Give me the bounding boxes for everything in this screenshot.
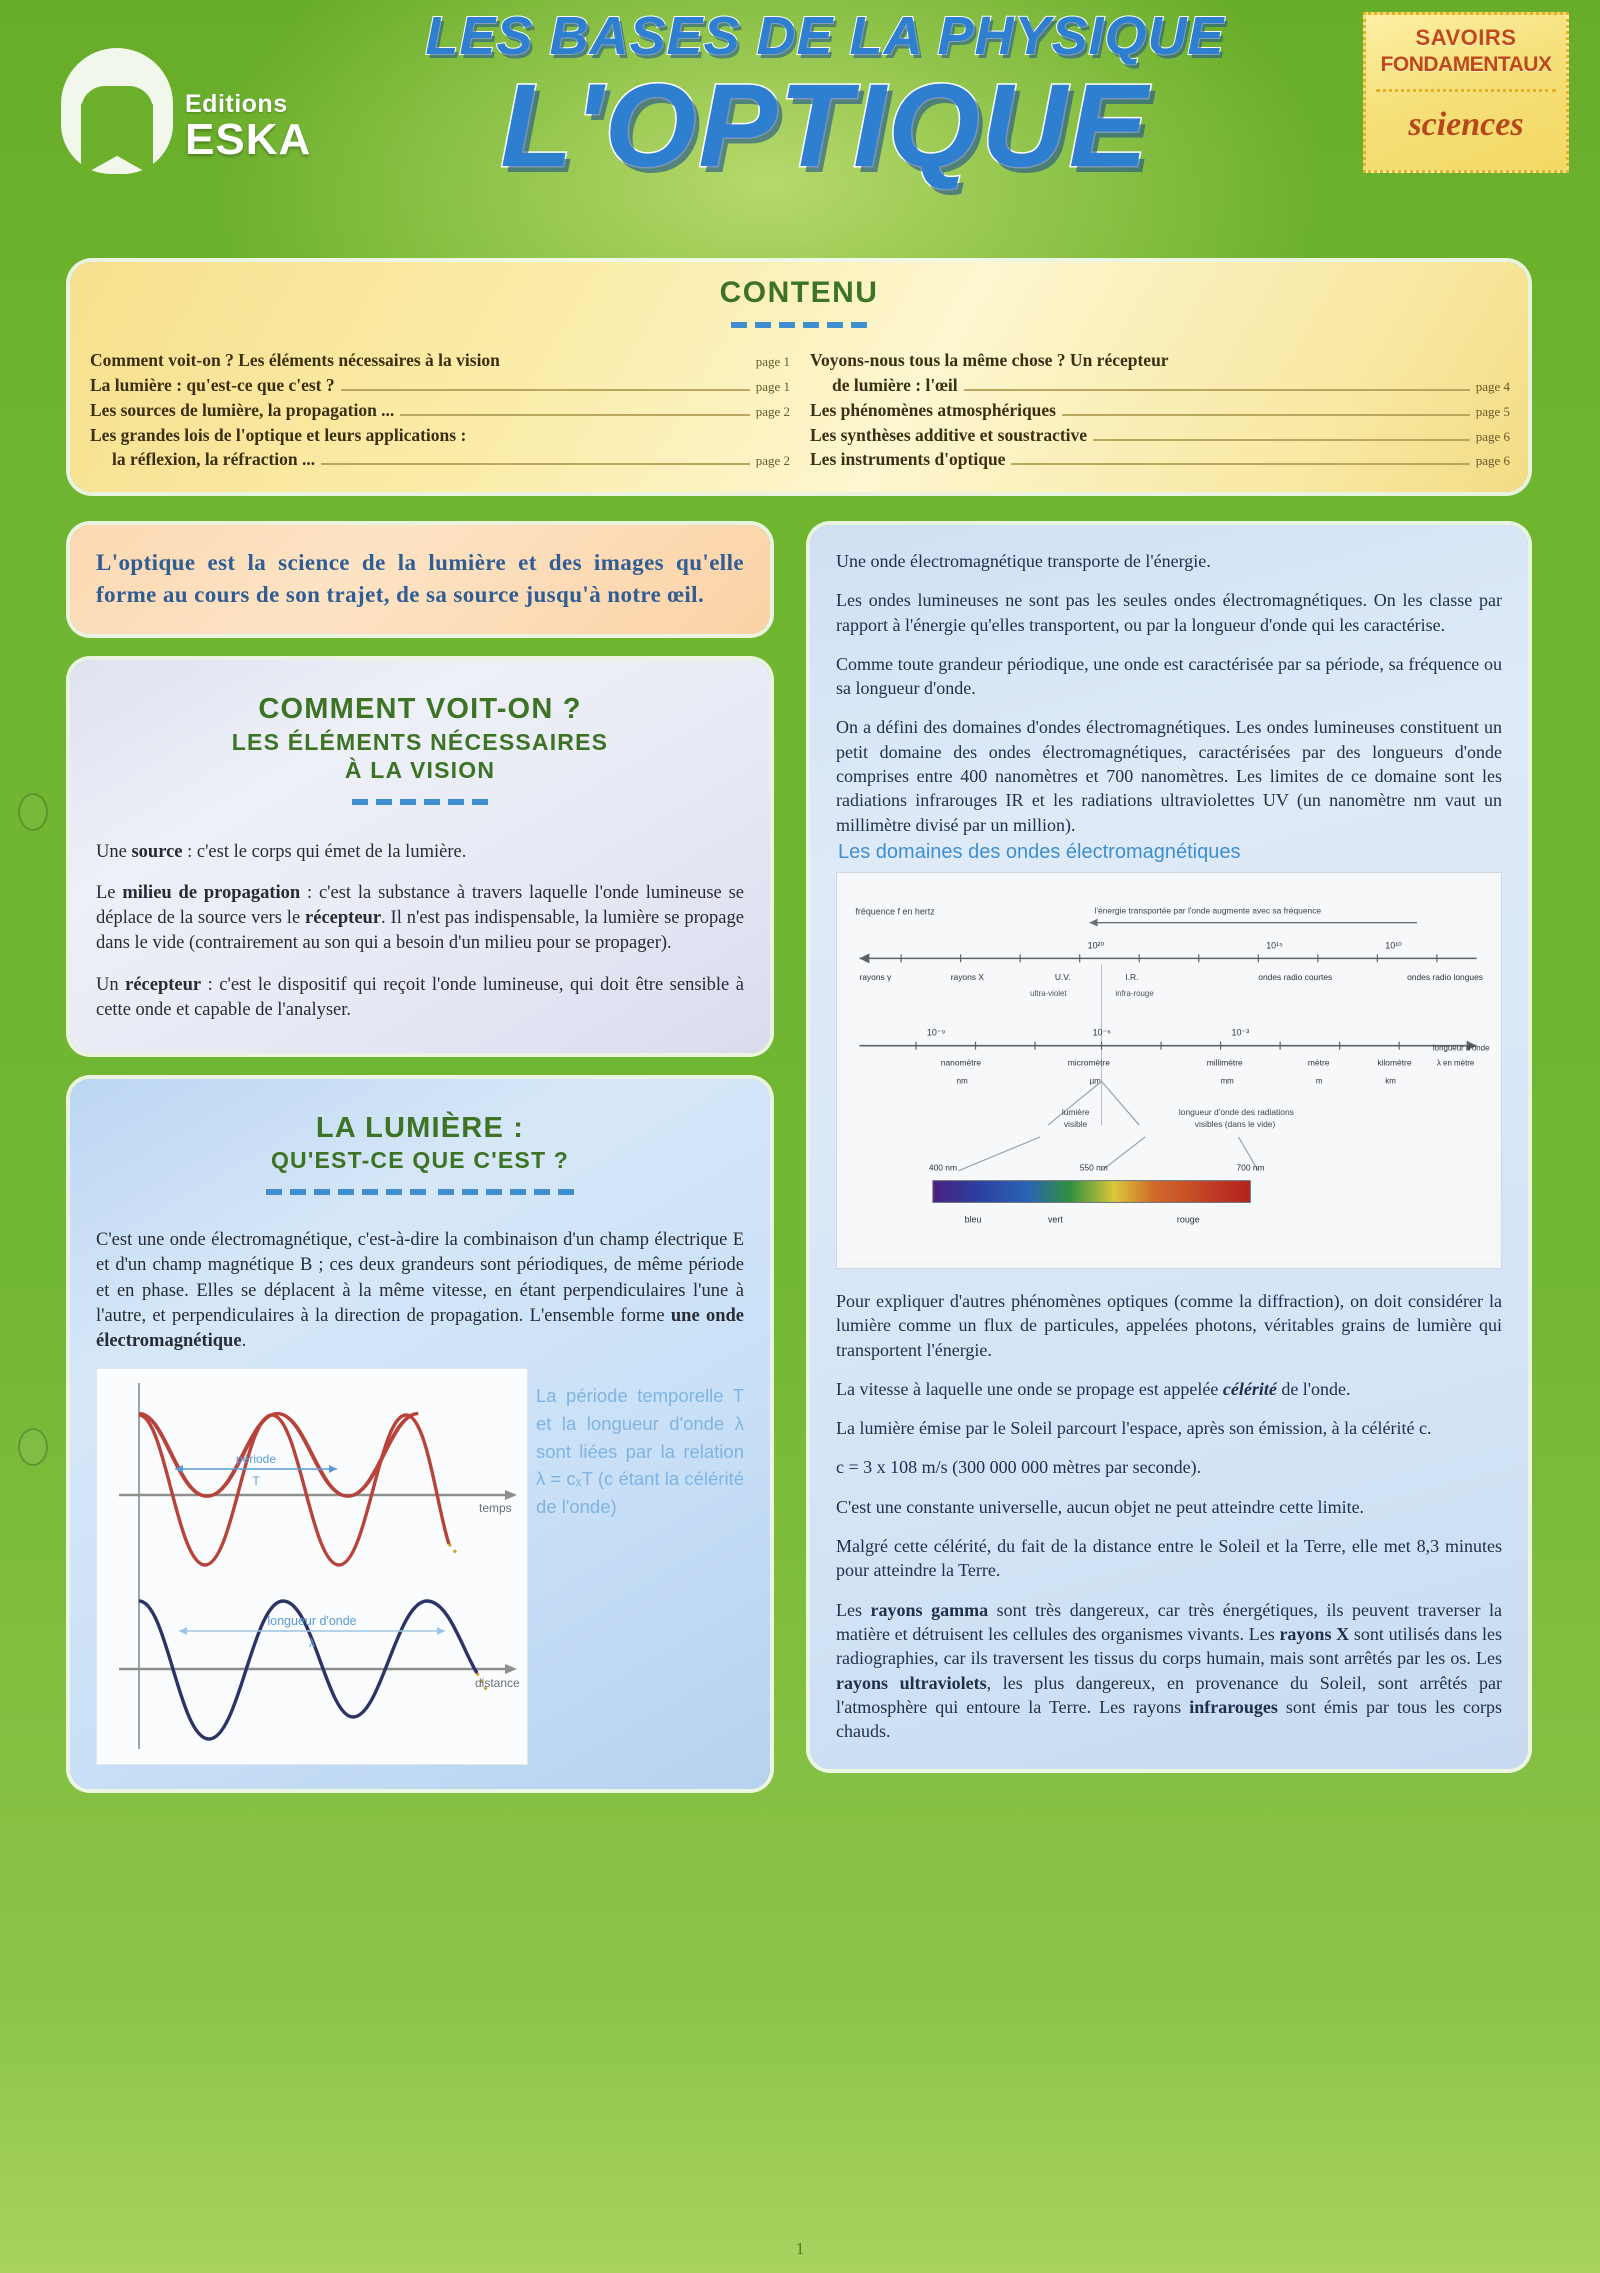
publisher-logo bbox=[55, 42, 312, 172]
svg-text:temps: temps bbox=[479, 1501, 512, 1516]
toc-page-number: page 2 bbox=[755, 403, 790, 419]
toc-entry-label: la réflexion, la réfraction ... bbox=[112, 449, 316, 470]
toc-entry-label: La lumière : qu'est-ce que c'est ? bbox=[90, 374, 335, 395]
paragraph: Un récepteur : c'est le dispositif qui reçoit l'onde lumineuse, qui doit être sensible à cette onde et capable de l'analyser. bbox=[96, 974, 744, 1020]
svg-text:ultra-violet: ultra-violet bbox=[1030, 989, 1067, 999]
svg-text:période: période bbox=[235, 1452, 277, 1467]
toc-entry[interactable] bbox=[810, 447, 1510, 472]
toc-leader bbox=[400, 414, 749, 416]
section-lumiere-body bbox=[96, 1228, 744, 1354]
paragraph: Le milieu de propagation : c'est la substance à travers laquelle l'onde lumineuse se déplace de la source vers le récepteur. Il n'est pas indispensable, la lumière se propage dans le vide (contrairement au son qui a besoin d'un milieu pour se propager). bbox=[96, 883, 745, 954]
toc-leader bbox=[964, 389, 1470, 391]
wave-chart-svg bbox=[97, 1369, 527, 1764]
toc-leader bbox=[321, 463, 750, 465]
toc-page-number: page 6 bbox=[1475, 428, 1510, 444]
toc-entry[interactable] bbox=[810, 373, 1510, 398]
intro-card bbox=[70, 525, 770, 634]
toc-entry[interactable] bbox=[810, 398, 1510, 423]
toc-entry[interactable] bbox=[90, 348, 790, 373]
paragraph: Comme toute grandeur périodique, une onde est caractérisée par sa période, sa fréquence ou sa longueur d'onde. bbox=[836, 653, 1502, 699]
svg-text:10⁻⁹: 10⁻⁹ bbox=[926, 1027, 946, 1038]
paragraph: La vitesse à laquelle une onde se propage est appelée célérité de l'onde. bbox=[836, 1378, 1351, 1399]
right-column bbox=[810, 525, 1528, 1795]
section-vision-heading bbox=[96, 692, 744, 783]
toc-page-number: page 1 bbox=[755, 378, 790, 394]
toc-entry[interactable] bbox=[90, 398, 790, 423]
em-spectrum-figure bbox=[836, 872, 1502, 1269]
contenu-heading-text: CONTENU bbox=[719, 276, 879, 309]
section-vision-heading-line2: LES ÉLÉMENTS NÉCESSAIRES bbox=[231, 728, 609, 755]
publisher-name-label: ESKA bbox=[185, 115, 312, 164]
heading-dash-rule bbox=[70, 315, 1528, 333]
right-paragraphs-bottom bbox=[836, 1289, 1502, 1743]
svg-text:bleu: bleu bbox=[964, 1214, 982, 1225]
paragraph: C'est une constante universelle, aucun objet ne peut atteindre cette limite. bbox=[836, 1496, 1365, 1517]
svg-text:λ: λ bbox=[309, 1636, 315, 1651]
svg-text:rayons X: rayons X bbox=[950, 972, 984, 983]
section-lumiere-heading-line1: LA LUMIÈRE : bbox=[315, 1111, 525, 1144]
toc-entry[interactable] bbox=[90, 423, 790, 448]
svg-text:micromètre: micromètre bbox=[1067, 1057, 1110, 1068]
svg-text:µm: µm bbox=[1089, 1076, 1101, 1086]
section-lumiere-dash-rule bbox=[96, 1182, 744, 1200]
section-lumiere-heading-line2: QU'EST-CE QUE C'EST ? bbox=[270, 1147, 570, 1174]
svg-text:km: km bbox=[1385, 1076, 1396, 1086]
wave-figure bbox=[96, 1368, 528, 1765]
section-vision-heading-line3: À LA VISION bbox=[344, 756, 496, 783]
svg-text:vert: vert bbox=[1047, 1214, 1063, 1225]
em-spectrum-figure-title: Les domaines des ondes électromagnétiques bbox=[838, 840, 1241, 863]
section-lumiere-card bbox=[70, 1079, 770, 1789]
paragraph: La lumière émise par le Soleil parcourt l'espace, après son émission, à la célérité c. bbox=[836, 1418, 1432, 1439]
svg-text:longueur d'onde: longueur d'onde bbox=[267, 1614, 357, 1629]
svg-text:mètre: mètre bbox=[1307, 1057, 1330, 1068]
svg-text:400 nm: 400 nm bbox=[928, 1162, 957, 1173]
toc-entry[interactable] bbox=[90, 373, 790, 398]
toc-leader bbox=[1062, 414, 1470, 416]
section-vision-dash-rule bbox=[96, 792, 744, 810]
badge-line-3: sciences bbox=[1408, 106, 1524, 143]
intro-text: L'optique est la science de la lumière et des images qu'elle forme au cours de son trajet, de sa source jusqu'à notre œil. bbox=[96, 550, 744, 607]
svg-text:550 nm: 550 nm bbox=[1079, 1162, 1108, 1173]
status-badge bbox=[1363, 12, 1569, 173]
toc-entry-label: Les instruments d'optique bbox=[810, 449, 1006, 470]
toc-leader bbox=[1093, 439, 1470, 441]
paragraph: c = 3 x 108 m/s (300 000 000 mètres par seconde). bbox=[836, 1457, 1202, 1478]
wave-figure-row bbox=[96, 1368, 744, 1765]
paragraph: Les rayons gamma sont très dangereux, car très énergétiques, ils peuvent traverser la matière et détruisent les cellules des organismes vivants. Les rayons X sont utilisés dans les radiographies, car ils traversent les tissus du corps humain, mais sont arrêtés par les os. Les rayons ultraviolets, les plus dangereux, en provenance du Soleil, sont arrêtés par l'atmosphère qui entoure la Terre. Les rayons infrarouges sont émis par tous les corps chauds. bbox=[836, 1599, 1503, 1742]
section-lumiere-heading bbox=[96, 1111, 744, 1174]
toc-entry[interactable] bbox=[810, 348, 1510, 373]
svg-text:10¹⁵: 10¹⁵ bbox=[1266, 940, 1283, 951]
toc-column-right bbox=[810, 348, 1510, 472]
toc-entry-label: de lumière : l'œil bbox=[832, 374, 958, 395]
svg-text:millimètre: millimètre bbox=[1206, 1057, 1243, 1068]
svg-text:ondes radio longues: ondes radio longues bbox=[1407, 972, 1483, 983]
toc-entry-label: Les grandes lois de l'optique et leurs applications : bbox=[90, 424, 467, 445]
svg-text:rouge: rouge bbox=[1176, 1214, 1200, 1225]
svg-text:ondes radio courtes: ondes radio courtes bbox=[1258, 972, 1333, 983]
badge-line-2: FONDAMENTAUX bbox=[1380, 53, 1552, 76]
svg-text:distance: distance bbox=[475, 1676, 520, 1691]
toc-page-number: page 6 bbox=[1475, 453, 1510, 469]
left-column bbox=[70, 525, 770, 1815]
table-of-contents-panel bbox=[70, 262, 1528, 492]
toc-page-number: page 1 bbox=[755, 354, 790, 369]
svg-text:longueur d'onde: longueur d'onde bbox=[1432, 1043, 1490, 1053]
toc-entry[interactable] bbox=[90, 447, 790, 472]
svg-text:10⁻⁶: 10⁻⁶ bbox=[1092, 1027, 1111, 1038]
toc-entry[interactable] bbox=[810, 423, 1510, 448]
paragraph: On a défini des domaines d'ondes électromagnétiques. Les ondes lumineuses constituent un petit domaine des ondes électromagnétiques, caractérisées par des longueurs d'onde comprises entre 400 nanomètres et 700 nanomètres. Les limites de ce domaine sont les radiations infrarouges IR et les radiations ultraviolettes UV (un nanomètre nm vaut un millimètre divisé par un million). bbox=[836, 717, 1502, 835]
toc-entry-label: Comment voit-on ? Les éléments nécessaires à la vision bbox=[90, 350, 500, 370]
svg-text:visibles (dans le vide): visibles (dans le vide) bbox=[1194, 1119, 1276, 1130]
publisher-editions-label: Editions bbox=[185, 90, 288, 118]
series-title: LES BASES DE LA PHYSIQUE bbox=[425, 6, 1225, 66]
svg-text:infra-rouge: infra-rouge bbox=[1115, 989, 1154, 999]
svg-text:nm: nm bbox=[956, 1076, 968, 1086]
svg-text:visible: visible bbox=[1063, 1119, 1088, 1130]
wave-note-text: La période temporelle T et la longueur d'onde λ sont liées par la relation λ = cₓT (c étant la célérité de l'onde) bbox=[536, 1385, 744, 1518]
paragraph: C'est une onde électromagnétique, c'est-à-dire la combinaison d'un champ électrique E et d'un champ magnétique B ; ces deux grandeurs sont périodiques, de même période et en phase. Elles se déplacent à la même vitesse, en étant perpendiculaires l'une à l'autre, et perpendiculaires à la direction de propagation. L'ensemble forme une onde électromagnétique. bbox=[96, 1230, 744, 1351]
svg-text:700 nm: 700 nm bbox=[1236, 1162, 1265, 1173]
hole-punch-icon bbox=[18, 793, 48, 831]
right-column-card bbox=[810, 525, 1528, 1769]
toc-column-left bbox=[90, 348, 790, 472]
badge-divider bbox=[1376, 89, 1556, 92]
svg-text:λ en mètre: λ en mètre bbox=[1436, 1058, 1475, 1068]
svg-text:I.R.: I.R. bbox=[1125, 972, 1139, 983]
svg-text:T: T bbox=[252, 1474, 260, 1489]
svg-text:m: m bbox=[1315, 1076, 1323, 1086]
toc-page-number: page 5 bbox=[1475, 403, 1510, 419]
page-header bbox=[0, 0, 1600, 232]
paragraph: Les ondes lumineuses ne sont pas les seules ondes électromagnétiques. On les classe par rapport à l'énergie qu'elles transportent, ou par la longueur d'onde qui les caractérise. bbox=[836, 590, 1502, 635]
page-number: 1 bbox=[795, 2239, 805, 2258]
section-vision-card bbox=[70, 660, 770, 1052]
hole-punch-icon bbox=[18, 1428, 48, 1466]
svg-text:10¹⁰: 10¹⁰ bbox=[1385, 940, 1402, 951]
toc-page-number: page 2 bbox=[755, 453, 790, 469]
svg-text:10⁻³: 10⁻³ bbox=[1231, 1027, 1250, 1038]
svg-text:fréquence f en hertz: fréquence f en hertz bbox=[855, 906, 935, 917]
em-spectrum-svg bbox=[841, 877, 1497, 1259]
toc-leader bbox=[341, 389, 750, 391]
svg-text:rayons γ: rayons γ bbox=[859, 972, 892, 983]
toc-entry-label: Voyons-nous tous la même chose ? Un récepteur bbox=[810, 350, 1169, 370]
toc-columns bbox=[90, 348, 1510, 472]
svg-text:mm: mm bbox=[1220, 1076, 1234, 1086]
svg-text:kilomètre: kilomètre bbox=[1377, 1057, 1412, 1068]
right-paragraphs-top bbox=[836, 549, 1502, 837]
section-vision-body bbox=[96, 840, 744, 1023]
page-title: L'OPTIQUE bbox=[500, 59, 1150, 192]
paragraph: Pour expliquer d'autres phénomènes optiques (comme la diffraction), on doit considérer la lumière comme un flux de particules, appelées photons, véritables grains de lumière qui transportent l'énergie. bbox=[836, 1290, 1502, 1360]
paragraph: Malgré cette célérité, du fait de la distance entre le Soleil et la Terre, elle met 8,3 minutes pour atteindre la Terre. bbox=[836, 1536, 1502, 1581]
paragraph: Une source : c'est le corps qui émet de la lumière. bbox=[96, 841, 467, 862]
toc-leader bbox=[1011, 463, 1469, 465]
paragraph: Une onde électromagnétique transporte de l'énergie. bbox=[836, 551, 1211, 571]
title-block bbox=[330, 6, 1320, 192]
svg-text:longueur d'onde des radiations: longueur d'onde des radiations bbox=[1178, 1107, 1294, 1118]
contenu-heading bbox=[70, 262, 1528, 310]
toc-entry-label: Les synthèses additive et soustractive bbox=[810, 424, 1088, 445]
toc-entry-label: Les sources de lumière, la propagation ... bbox=[90, 399, 395, 420]
badge-line-1: SAVOIRS bbox=[1415, 25, 1517, 50]
svg-text:lumière: lumière bbox=[1061, 1107, 1090, 1118]
toc-page-number: page 4 bbox=[1475, 378, 1510, 394]
svg-text:10²⁰: 10²⁰ bbox=[1087, 940, 1105, 951]
svg-text:nanomètre: nanomètre bbox=[940, 1057, 982, 1068]
section-vision-heading-line1: COMMENT VOIT-ON ? bbox=[258, 693, 582, 726]
svg-text:U.V.: U.V. bbox=[1054, 972, 1071, 983]
svg-text:l'énergie transportée par l'on: l'énergie transportée par l'onde augmente avec sa fréquence bbox=[1094, 905, 1322, 916]
toc-entry-label: Les phénomènes atmosphériques bbox=[810, 399, 1056, 420]
